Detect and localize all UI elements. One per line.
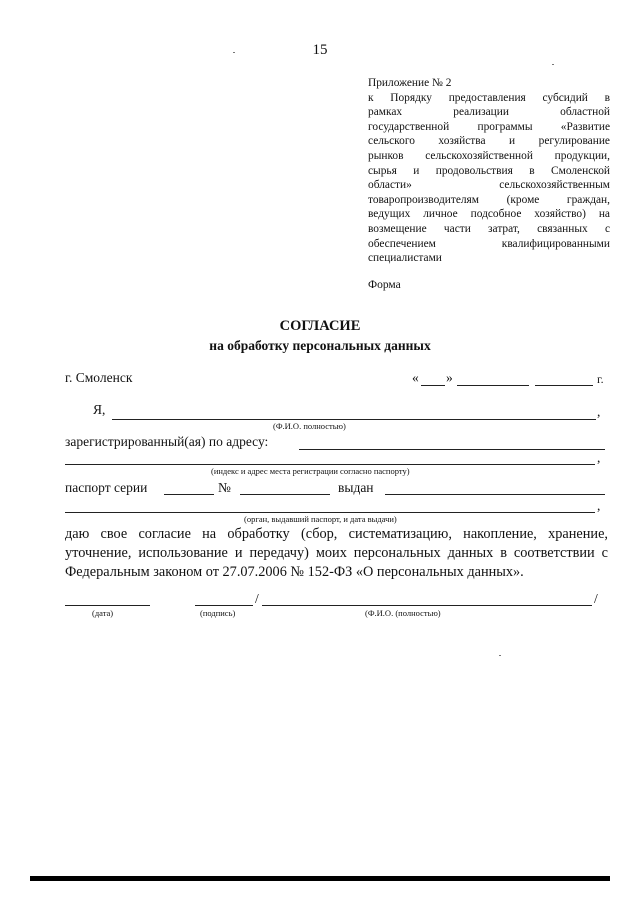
- bottom-border-rule: [30, 876, 610, 881]
- fio-comma: ,: [597, 404, 601, 419]
- number-sign: №: [218, 480, 231, 495]
- appendix-line: ведущих личное подсобное хозяйство) на: [368, 208, 610, 221]
- fio-caption: (Ф.И.О. полностью): [273, 421, 346, 431]
- appendix-line: области» сельскохозяйственным: [368, 179, 610, 192]
- appendix-line: сельского хозяйства и регулирование: [368, 135, 610, 148]
- page-number: 15: [312, 42, 328, 58]
- appendix-line: специалистами: [368, 252, 442, 265]
- appendix-line: Приложение № 2: [368, 77, 452, 89]
- signature-field[interactable]: [195, 605, 253, 606]
- passport-issued-field-line1[interactable]: [385, 494, 605, 495]
- issuer-caption: (орган, выдавший паспорт, и дата выдачи): [244, 514, 397, 524]
- fio-field[interactable]: [112, 419, 596, 420]
- passport-issued-field-line2[interactable]: [65, 512, 595, 513]
- signature-slash-left: /: [255, 591, 259, 606]
- appendix-line: возмещение части затрат, связанных с: [368, 222, 610, 235]
- signature-date-field[interactable]: [65, 605, 150, 606]
- scan-speck: [552, 64, 554, 65]
- issued-label: выдан: [338, 480, 374, 495]
- date-month-field[interactable]: [457, 385, 529, 386]
- appendix-line: рынков сельскохозяйственной продукции,: [368, 149, 610, 162]
- appendix-line: рамках реализации областной: [368, 106, 610, 119]
- scan-speck: [499, 655, 501, 656]
- registered-label: зарегистрированный(ая) по адресу:: [65, 434, 269, 449]
- address-comma: ,: [597, 450, 601, 465]
- signature-fio-field[interactable]: [262, 605, 592, 606]
- passport-series-label: паспорт серии: [65, 480, 148, 495]
- address-caption: (индекс и адрес места регистрации согласно паспорту): [211, 466, 410, 476]
- address-field-line1[interactable]: [299, 449, 605, 450]
- appendix-block: [368, 76, 610, 266]
- appendix-line: к Порядку предоставления субсидий в: [368, 91, 610, 104]
- passport-number-field[interactable]: [240, 494, 330, 495]
- consent-paragraph: даю свое согласие на обработку (сбор, систематизацию, накопление, хранение, уточнение, использование и передачу) моих персональных данных в соответствии с Федеральным законом от 27.07.2006 № 152-ФЗ «О персональных данных».: [65, 526, 608, 580]
- signature-slash-right: /: [594, 591, 598, 606]
- city-label: г. Смоленск: [65, 370, 133, 385]
- date-day-field[interactable]: [421, 385, 445, 386]
- appendix-line: товаропроизводителям (кроме граждан,: [368, 193, 610, 206]
- signature-fio-caption: (Ф.И.О. (полностью): [365, 608, 441, 618]
- form-label: Форма: [368, 279, 401, 291]
- date-open-quote: «: [412, 370, 419, 385]
- date-year-suffix: г.: [597, 372, 604, 386]
- appendix-line: обеспечением квалифицированными: [368, 237, 610, 250]
- passport-series-field[interactable]: [164, 494, 214, 495]
- issuer-comma: ,: [597, 498, 601, 513]
- document-subtitle: на обработку персональных данных: [209, 338, 431, 353]
- document-title: СОГЛАСИЕ: [279, 318, 361, 334]
- signature-date-caption: (дата): [92, 608, 114, 618]
- scan-speck: [233, 52, 235, 53]
- i-label: Я,: [93, 402, 106, 417]
- date-year-field[interactable]: [535, 385, 593, 386]
- appendix-line: сырья и продовольствия в Смоленской: [368, 164, 610, 177]
- date-close-quote: »: [446, 370, 453, 385]
- address-field-line2[interactable]: [65, 464, 595, 465]
- appendix-line: государственной программы «Развитие: [368, 120, 610, 133]
- signature-caption: (подпись): [200, 608, 236, 618]
